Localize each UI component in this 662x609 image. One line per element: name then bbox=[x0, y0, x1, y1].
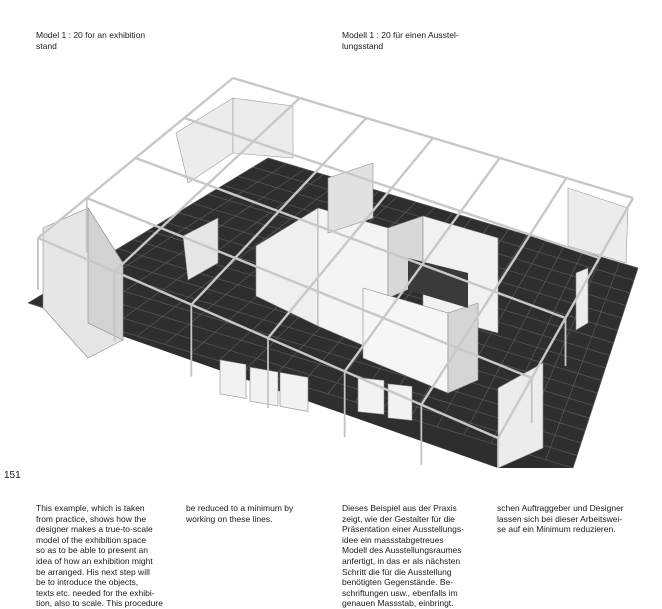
body-text-column-2: be reduced to a minimum by working on these lines. bbox=[186, 503, 294, 524]
exhibition-model-photo bbox=[28, 58, 658, 470]
body-text-column-4: schen Auftraggeber und Designer lassen sich bei dieser Arbeitswei- se auf ein Minimum reduzieren. bbox=[497, 503, 624, 535]
body-text-column-3: Dieses Beispiel aus der Praxis zeigt, wie der Gestalter für die Präsentation einer Ausstellungs- idee ein massstabgetreues Modell des Ausstellungsraumes anfertigt, in das er als nächsten Schritt die für die Ausstellung benötigten Gegenstände. Be- schriftungen usw., ebenfalls im genauen Massstab, einbringt. bbox=[342, 503, 464, 609]
page-number: 151 bbox=[4, 470, 21, 481]
caption-english: Model 1 : 20 for an exhibition stand bbox=[36, 30, 146, 51]
body-text-column-1: This example, which is taken from practice, shows how the designer makes a true-to-scale model of the exhibition space so as to be able to present an idea of how an exhibition might be arranged. His next step will be to introduce the objects, texts etc. needed for the exhibi- tion, also to scale. This procedure bbox=[36, 503, 163, 609]
caption-german: Modell 1 : 20 für einen Ausstel- lungsstand bbox=[342, 30, 459, 51]
